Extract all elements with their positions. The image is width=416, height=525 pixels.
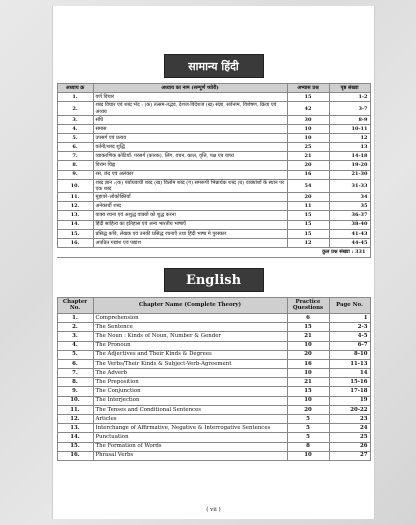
hindi-chapter-name-cell: शब्द विचार एवं शब्द भेद : (क) तत्सम-तद्भव, देशज-विदेशज (ख) संज्ञा, सर्वनाम, विशेषण, क्रिया एवं अव्यय xyxy=(93,102,287,116)
hindi-chapter-name-cell: वर्ण विचार xyxy=(93,93,287,102)
hindi-chapter-number-cell: 2. xyxy=(57,102,93,116)
english-page-number-cell: 4-5 xyxy=(329,332,370,341)
english-section-title: English xyxy=(164,268,264,292)
english-practice-questions-cell: 21 xyxy=(287,332,329,341)
english-table-row xyxy=(57,378,370,387)
hindi-page-number-cell: 1-2 xyxy=(329,93,370,102)
hindi-practice-questions-cell: 20 xyxy=(287,193,329,202)
english-practice-questions-cell: 10 xyxy=(287,369,329,378)
english-practice-questions-cell: 6 xyxy=(287,313,329,322)
hindi-chapter-number-cell: 14. xyxy=(57,220,93,229)
english-chapter-number-cell: 11. xyxy=(57,405,93,414)
hindi-practice-questions-cell: 21 xyxy=(287,152,329,161)
english-chapter-number-cell: 4. xyxy=(57,341,93,350)
hindi-table-row xyxy=(57,134,370,143)
english-table-row xyxy=(57,313,370,322)
english-page-number-cell: 14 xyxy=(329,369,370,378)
hindi-header-chapter-name: अध्याय का नाम (सम्पूर्ण थ्योरी) xyxy=(93,84,287,93)
hindi-table-row xyxy=(57,152,370,161)
english-table-row xyxy=(57,323,370,332)
english-chapter-name-cell: Punctuation xyxy=(93,433,287,442)
hindi-chapter-number-cell: 3. xyxy=(57,115,93,124)
english-chapter-number-cell: 12. xyxy=(57,415,93,424)
english-practice-questions-cell: 15 xyxy=(287,387,329,396)
hindi-table-row xyxy=(57,193,370,202)
hindi-chapter-number-cell: 8. xyxy=(57,161,93,170)
hindi-section-title: सामान्य हिंदी xyxy=(164,54,264,78)
hindi-chapter-number-cell: 16. xyxy=(57,238,93,247)
hindi-chapter-name-cell: व्याकरणिक कोटियाँ: परसर्ग (कारक), लिंग, वचन, काल, वृत्ति, पक्ष एव वाच्य xyxy=(93,152,287,161)
hindi-practice-questions-cell: 16 xyxy=(287,170,329,179)
hindi-practice-questions-cell: 25 xyxy=(287,143,329,152)
english-chapter-number-cell: 16. xyxy=(57,451,93,460)
hindi-chapter-name-cell: हिंदी साहित्य का इतिहास एवं अन्य भारतीय भाषाएँ xyxy=(93,220,287,229)
hindi-chapter-name-cell: शब्द ज्ञान :(क) पर्यायवाची शब्द (ख) विलोम शब्द (ग) समरूपी भिन्नार्थक शब्द (घ) वाक्यांशों के स्थान पर एक शब्द xyxy=(93,179,287,193)
hindi-page-number-cell: 44-45 xyxy=(329,238,370,247)
hindi-table-row xyxy=(57,202,370,211)
english-page-number-cell: 1 xyxy=(329,313,370,322)
hindi-page-number-cell: 41-43 xyxy=(329,229,370,238)
english-table-row xyxy=(57,415,370,424)
hindi-table-row xyxy=(57,170,370,179)
hindi-chapter-name-cell: विराम चिह्न xyxy=(93,161,287,170)
document-page xyxy=(52,6,375,519)
english-practice-questions-cell: 5 xyxy=(287,415,329,424)
hindi-total-row xyxy=(57,247,370,257)
english-chapter-name-cell: The Pronoun xyxy=(93,341,287,350)
hindi-table-row xyxy=(57,211,370,220)
english-table-row xyxy=(57,332,370,341)
hindi-practice-questions-cell: 20 xyxy=(287,161,329,170)
english-table-row xyxy=(57,350,370,359)
hindi-chapter-number-cell: 13. xyxy=(57,211,93,220)
english-chapter-name-cell: Articles xyxy=(93,415,287,424)
english-chapter-name-cell: Phrasal Verbs xyxy=(93,451,287,460)
english-practice-questions-cell: 10 xyxy=(287,396,329,405)
english-chapter-number-cell: 3. xyxy=(57,332,93,341)
hindi-chapter-number-cell: 4. xyxy=(57,125,93,134)
english-practice-questions-cell: 10 xyxy=(287,451,329,460)
hindi-page-number-cell: 13 xyxy=(329,143,370,152)
hindi-chapter-number-cell: 9. xyxy=(57,170,93,179)
hindi-chapter-number-cell: 12. xyxy=(57,202,93,211)
hindi-chapter-number-cell: 5. xyxy=(57,134,93,143)
hindi-chapter-name-cell: वाक्य रचना एवं अशुद्ध वाक्यों को शुद्ध करना xyxy=(93,211,287,220)
hindi-practice-questions-cell: 15 xyxy=(287,211,329,220)
english-page-number-cell: 2-3 xyxy=(329,323,370,332)
english-chapter-number-cell: 1. xyxy=(57,313,93,322)
hindi-page-number-cell: 35 xyxy=(329,202,370,211)
english-table-row xyxy=(57,405,370,414)
english-table-row xyxy=(57,442,370,451)
hindi-practice-questions-cell: 11 xyxy=(287,202,329,211)
english-table-row xyxy=(57,424,370,433)
english-practice-questions-cell: 21 xyxy=(287,378,329,387)
english-practice-questions-cell: 10 xyxy=(287,341,329,350)
english-chapter-name-cell: The Noun : Kinds of Noun, Number & Gender xyxy=(93,332,287,341)
hindi-page-number-cell: 21-30 xyxy=(329,170,370,179)
english-header-chapter-no: Chapter No. xyxy=(57,297,93,313)
english-chapter-number-cell: 13. xyxy=(57,424,93,433)
hindi-contents-table xyxy=(57,83,371,258)
english-practice-questions-cell: 5 xyxy=(287,433,329,442)
english-page-number-cell: 11-13 xyxy=(329,359,370,368)
english-chapter-number-cell: 15. xyxy=(57,442,93,451)
page-number-footer: ( vii ) xyxy=(206,507,221,513)
hindi-header-chapter-no: अध्याय क्र xyxy=(57,84,93,93)
hindi-header-page: पृष्ठ संख्या xyxy=(329,84,370,93)
english-page-number-cell: 23 xyxy=(329,415,370,424)
english-chapter-number-cell: 14. xyxy=(57,433,93,442)
hindi-practice-questions-cell: 10 xyxy=(287,134,329,143)
english-page-number-cell: 26 xyxy=(329,442,370,451)
hindi-table-row xyxy=(57,143,370,152)
hindi-header-row xyxy=(57,84,370,93)
hindi-page-number-cell: 3-7 xyxy=(329,102,370,116)
hindi-chapter-name-cell: उपसर्ग एवं प्रत्यय xyxy=(93,134,287,143)
english-table-row xyxy=(57,396,370,405)
hindi-practice-questions-cell: 15 xyxy=(287,229,329,238)
english-chapter-name-cell: The Verbs/Their Kinds & Subject-Verb-Agreement xyxy=(93,359,287,368)
english-table-row xyxy=(57,433,370,442)
english-header-chapter-name: Chapter Name (Complete Theory) xyxy=(93,297,287,313)
english-chapter-number-cell: 10. xyxy=(57,396,93,405)
english-table-row xyxy=(57,369,370,378)
english-chapter-name-cell: The Formation of Words xyxy=(93,442,287,451)
english-chapter-name-cell: The Conjunction xyxy=(93,387,287,396)
english-contents-table xyxy=(57,297,371,461)
english-chapter-name-cell: The Preposition xyxy=(93,378,287,387)
hindi-page-number-cell: 10-11 xyxy=(329,125,370,134)
hindi-table-row xyxy=(57,229,370,238)
english-practice-questions-cell: 20 xyxy=(287,405,329,414)
english-chapter-number-cell: 6. xyxy=(57,359,93,368)
english-page-number-cell: 20-22 xyxy=(329,405,370,414)
english-practice-questions-cell: 5 xyxy=(287,424,329,433)
hindi-page-number-cell: 19-20 xyxy=(329,161,370,170)
hindi-practice-questions-cell: 15 xyxy=(287,220,329,229)
hindi-table-row xyxy=(57,115,370,124)
hindi-page-number-cell: 38-40 xyxy=(329,220,370,229)
english-chapter-number-cell: 5. xyxy=(57,350,93,359)
hindi-chapter-number-cell: 7. xyxy=(57,152,93,161)
hindi-table-row xyxy=(57,220,370,229)
hindi-practice-questions-cell: 12 xyxy=(287,238,329,247)
hindi-chapter-name-cell: अनेकार्थी शब्द xyxy=(93,202,287,211)
hindi-practice-questions-cell: 54 xyxy=(287,179,329,193)
english-table-row xyxy=(57,387,370,396)
hindi-chapter-name-cell: अपठित गद्यांश एवं पद्यांश xyxy=(93,238,287,247)
hindi-table-row xyxy=(57,179,370,193)
english-header-page: Page No. xyxy=(329,297,370,313)
hindi-chapter-name-cell: समास xyxy=(93,125,287,134)
english-chapter-number-cell: 7. xyxy=(57,369,93,378)
english-chapter-name-cell: The Interjection xyxy=(93,396,287,405)
english-header-row xyxy=(57,297,370,313)
hindi-practice-questions-cell: 15 xyxy=(287,93,329,102)
hindi-chapter-name-cell: मुहावरे–लोकोक्तियाँ xyxy=(93,193,287,202)
english-practice-questions-cell: 16 xyxy=(287,359,329,368)
english-chapter-name-cell: Interchange of Affirmative, Negative & Interrogative Sentences xyxy=(93,424,287,433)
hindi-page-number-cell: 34 xyxy=(329,193,370,202)
english-page-number-cell: 19 xyxy=(329,396,370,405)
hindi-chapter-name-cell: रस, छंद एवं अलंकार xyxy=(93,170,287,179)
hindi-chapter-number-cell: 11. xyxy=(57,193,93,202)
english-chapter-number-cell: 9. xyxy=(57,387,93,396)
english-table-row xyxy=(57,341,370,350)
english-chapter-name-cell: The Adjectives and Their Kinds & Degrees xyxy=(93,350,287,359)
english-practice-questions-cell: 20 xyxy=(287,350,329,359)
english-chapter-number-cell: 8. xyxy=(57,378,93,387)
hindi-chapter-number-cell: 10. xyxy=(57,179,93,193)
hindi-table-row xyxy=(57,93,370,102)
hindi-table-row xyxy=(57,161,370,170)
english-chapter-name-cell: Comprehension xyxy=(93,313,287,322)
hindi-page-number-cell: 12 xyxy=(329,134,370,143)
hindi-total-label: कुल प्रश्न संख्या : 331 xyxy=(57,247,370,257)
english-table-row xyxy=(57,359,370,368)
hindi-chapter-number-cell: 15. xyxy=(57,229,93,238)
hindi-page-number-cell: 31-33 xyxy=(329,179,370,193)
hindi-chapter-name-cell: वर्तनी/शब्द शुद्धि xyxy=(93,143,287,152)
hindi-chapter-number-cell: 6. xyxy=(57,143,93,152)
hindi-page-number-cell: 8-9 xyxy=(329,115,370,124)
english-page-number-cell: 8-10 xyxy=(329,350,370,359)
english-header-practice: Practice Questions xyxy=(287,297,329,313)
hindi-chapter-number-cell: 1. xyxy=(57,93,93,102)
english-practice-questions-cell: 8 xyxy=(287,442,329,451)
hindi-chapter-name-cell: संधि xyxy=(93,115,287,124)
english-chapter-name-cell: The Adverb xyxy=(93,369,287,378)
hindi-page-number-cell: 14-18 xyxy=(329,152,370,161)
english-page-number-cell: 17-18 xyxy=(329,387,370,396)
english-chapter-name-cell: The Sentence xyxy=(93,323,287,332)
hindi-practice-questions-cell: 30 xyxy=(287,115,329,124)
english-page-number-cell: 15-16 xyxy=(329,378,370,387)
hindi-practice-questions-cell: 42 xyxy=(287,102,329,116)
hindi-chapter-name-cell: प्रसिद्ध कवि, लेखक एवं उनकी प्रसिद्ध रचनाएँ तथा हिंदी भाषा मे पुरस्कार xyxy=(93,229,287,238)
english-page-number-cell: 25 xyxy=(329,433,370,442)
english-page-number-cell: 24 xyxy=(329,424,370,433)
hindi-table-row xyxy=(57,238,370,247)
hindi-table-row xyxy=(57,125,370,134)
hindi-header-practice: अभ्यास प्रश्न xyxy=(287,84,329,93)
english-chapter-number-cell: 2. xyxy=(57,323,93,332)
english-table-row xyxy=(57,451,370,460)
english-chapter-name-cell: The Tenses and Conditional Sentences xyxy=(93,405,287,414)
english-page-number-cell: 6-7 xyxy=(329,341,370,350)
english-practice-questions-cell: 15 xyxy=(287,323,329,332)
hindi-table-row xyxy=(57,102,370,116)
hindi-page-number-cell: 36-37 xyxy=(329,211,370,220)
english-page-number-cell: 27 xyxy=(329,451,370,460)
hindi-practice-questions-cell: 10 xyxy=(287,125,329,134)
